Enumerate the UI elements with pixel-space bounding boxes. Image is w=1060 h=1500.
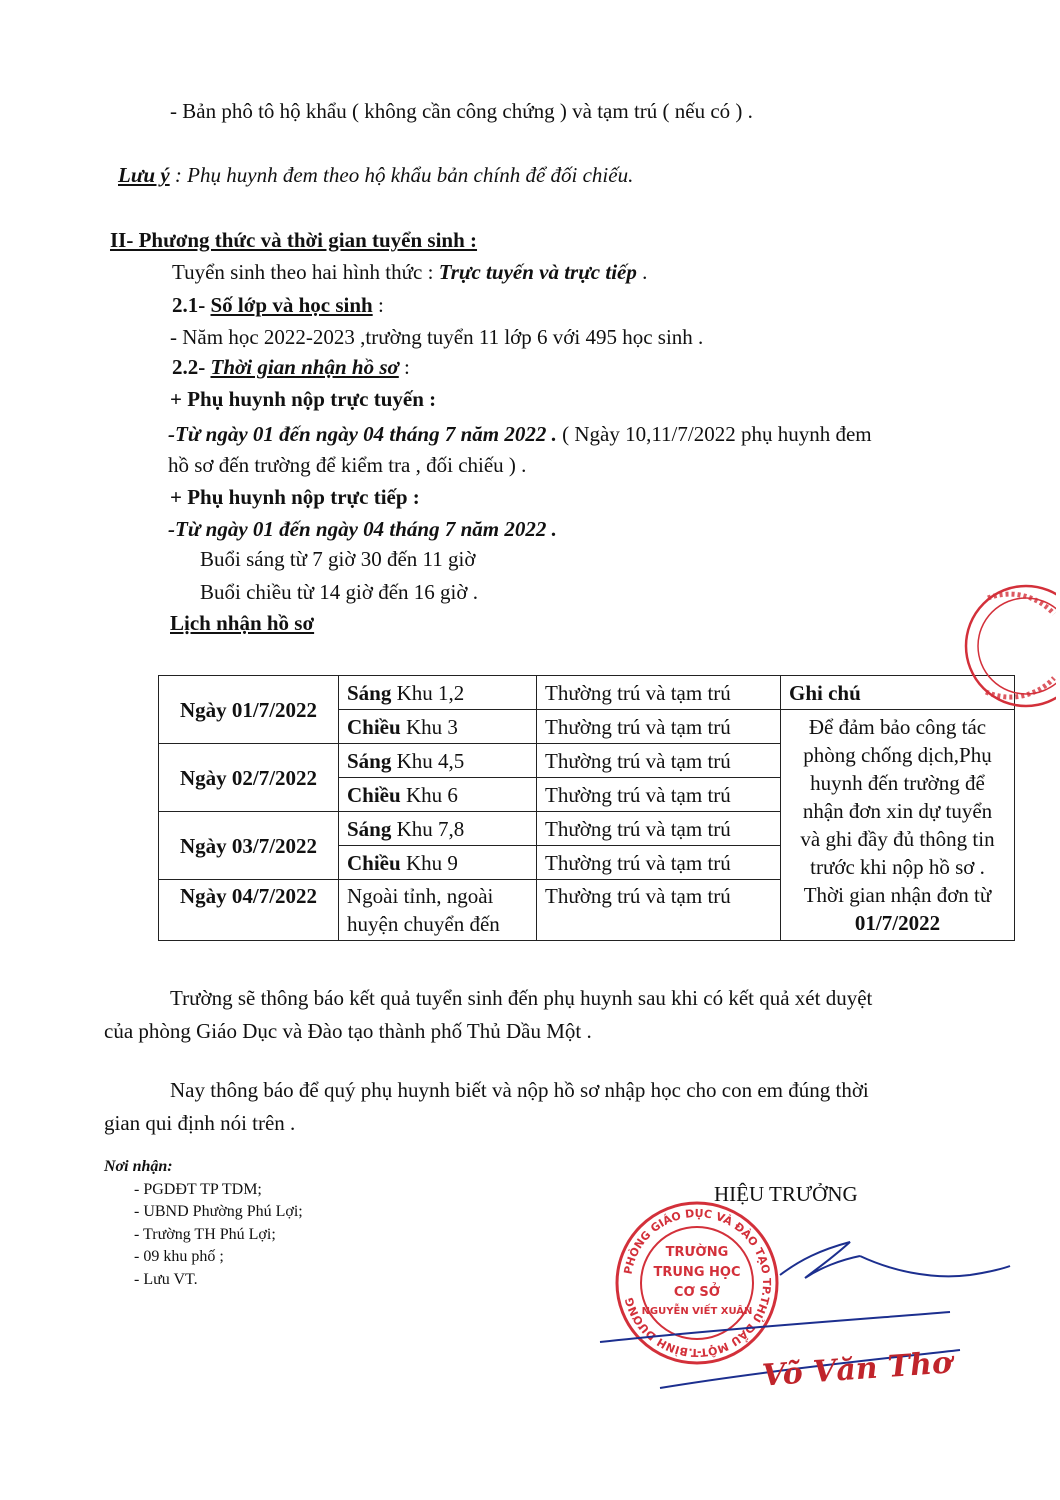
- morning-hours: Buổi sáng từ 7 giờ 30 đến 11 giờ: [200, 547, 476, 571]
- online-dates: -Từ ngày 01 đến ngày 04 tháng 7 năm 2022 .: [168, 422, 557, 446]
- note-text: Phụ huynh đem theo hộ khẩu bản chính để đối chiếu.: [187, 163, 634, 187]
- online-heading: + Phụ huynh nộp trực tuyến :: [170, 387, 437, 411]
- recipients-list: [104, 1179, 303, 1292]
- sub2-num: 2.2-: [172, 355, 211, 379]
- list-item: - PGDĐT TP TDM;: [134, 1180, 262, 1198]
- note-header: Ghi chú: [781, 676, 1015, 710]
- date-cell: Ngày 04/7/2022: [159, 880, 339, 941]
- sub1-heading: [172, 292, 384, 318]
- recipients-heading: Nơi nhận:: [104, 1158, 173, 1175]
- note-cell: [781, 710, 1015, 941]
- session-label: Chiều: [347, 782, 401, 807]
- afternoon-hours: Buổi chiều từ 14 giờ đến 16 giờ .: [200, 580, 478, 604]
- session-cell: [339, 710, 537, 744]
- residence-cell: Thường trú và tạm trú: [537, 778, 781, 812]
- sub1-suffix: :: [372, 293, 384, 317]
- session-cell: [339, 676, 537, 710]
- sub1-title: Số lớp và học sinh: [210, 293, 373, 317]
- session-cell: [339, 812, 537, 846]
- signer-title: HIỆU TRƯỞNG: [714, 1182, 858, 1206]
- sub1-num: 2.1-: [172, 293, 211, 317]
- date-cell: Ngày 01/7/2022: [159, 676, 339, 744]
- note-date: 01/7/2022: [854, 911, 941, 935]
- session-cell: [339, 778, 537, 812]
- session-label: Sáng: [347, 748, 392, 773]
- forms-prefix: Tuyển sinh theo hai hình thức :: [172, 260, 439, 284]
- sub2-title: Thời gian nhận hồ sơ: [210, 355, 399, 379]
- session-label: Chiều: [347, 714, 401, 739]
- sub2-suffix: :: [398, 355, 410, 379]
- residence-cell: Thường trú và tạm trú: [537, 880, 781, 941]
- note-line: Thời gian nhận đơn từ: [803, 883, 992, 907]
- residence-cell: Thường trú và tạm trú: [537, 676, 781, 710]
- session-area: Khu 9: [400, 850, 458, 875]
- session-area: Khu 7,8: [391, 816, 465, 841]
- session-label: Sáng: [347, 816, 392, 841]
- session-label: Chiều: [347, 850, 401, 875]
- residence-cell: Thường trú và tạm trú: [537, 846, 781, 880]
- seal-line: NGUYỄN VIẾT XUÂN: [641, 1306, 753, 1317]
- session-area: Khu 3: [400, 714, 458, 739]
- signer-name: Võ Văn Thơ: [761, 1345, 954, 1394]
- area-cell: Ngoài tỉnh, ngoài huyện chuyển đến: [339, 880, 537, 941]
- session-area: Khu 4,5: [391, 748, 465, 773]
- note-line: trước khi nộp hồ sơ .: [810, 855, 985, 879]
- session-cell: [339, 846, 537, 880]
- seal-line: CƠ SỞ: [673, 1285, 721, 1300]
- direct-heading: + Phụ huynh nộp trực tiếp :: [170, 485, 420, 509]
- session-area: Khu 6: [400, 782, 458, 807]
- closing-1b: của phòng Giáo Dục và Đào tạo thành phố Thủ Dầu Một .: [104, 1019, 592, 1043]
- seal-line: TRUNG HỌC: [653, 1265, 741, 1280]
- forms-suffix: .: [636, 260, 648, 284]
- schedule-table: [158, 675, 1015, 941]
- sub1-text: - Năm học 2022-2023 ,trường tuyển 11 lớp 6 với 495 học sinh .: [170, 325, 704, 349]
- residence-cell: Thường trú và tạm trú: [537, 710, 781, 744]
- forms-line: [172, 259, 647, 285]
- seal-ring-text: PHÒNG GIÁO DỤC VÀ ĐÀO TẠO TP.THỦ DẦU MỘT-T.BÌNH DƯƠNG: [621, 1206, 774, 1360]
- note-line: [118, 162, 633, 188]
- session-area: Khu 1,2: [391, 680, 465, 705]
- online-note-1: ( Ngày 10,11/7/2022 phụ huynh đem: [556, 422, 872, 446]
- date-cell: Ngày 02/7/2022: [159, 744, 339, 812]
- section-heading: II- Phương thức và thời gian tuyển sinh :: [110, 228, 478, 252]
- intro-line: - Bản phô tô hộ khẩu ( không cần công chứng ) và tạm trú ( nếu có ) .: [170, 99, 753, 123]
- note-line: phòng chống dịch,Phụ: [803, 743, 992, 767]
- note-line: và ghi đầy đủ thông tin: [800, 827, 995, 851]
- residence-cell: Thường trú và tạm trú: [537, 744, 781, 778]
- list-item: - UBND Phường Phú Lợi;: [134, 1203, 303, 1220]
- seal-line: TRƯỜNG: [665, 1245, 729, 1260]
- online-note-2: hồ sơ đến trường để kiểm tra , đối chiếu ) .: [168, 453, 527, 477]
- list-item: - Trường TH Phú Lợi;: [134, 1225, 276, 1243]
- residence-cell: Thường trú và tạm trú: [537, 812, 781, 846]
- closing-2b: gian qui định nói trên .: [104, 1111, 296, 1135]
- session-label: Sáng: [347, 680, 392, 705]
- session-cell: [339, 744, 537, 778]
- direct-dates: -Từ ngày 01 đến ngày 04 tháng 7 năm 2022 .: [168, 517, 557, 541]
- note-sep: :: [169, 163, 188, 187]
- seal-partial: [946, 574, 1056, 724]
- note-line: nhận đơn xin dự tuyển: [802, 799, 993, 823]
- sub2-heading: [172, 354, 410, 380]
- list-item: - 09 khu phố ;: [134, 1248, 224, 1265]
- note-label: Lưu ý: [118, 163, 170, 187]
- closing-2a: Nay thông báo để quý phụ huynh biết và nộp hồ sơ nhập học cho con em đúng thời: [170, 1078, 869, 1102]
- forms-value: Trực tuyến và trực tiếp: [438, 260, 637, 284]
- list-item: - Lưu VT.: [134, 1270, 198, 1288]
- date-cell: Ngày 03/7/2022: [159, 812, 339, 880]
- note-line: Để đảm bảo công tác: [808, 715, 987, 739]
- note-line: huynh đến trường để: [810, 771, 985, 795]
- table-row: [159, 676, 1015, 710]
- closing-1a: Trường sẽ thông báo kết quả tuyển sinh đến phụ huynh sau khi có kết quả xét duyệt: [170, 986, 873, 1010]
- recipients: [104, 1156, 303, 1291]
- online-dates-line: [168, 421, 872, 447]
- schedule-title: Lịch nhận hồ sơ: [170, 611, 315, 635]
